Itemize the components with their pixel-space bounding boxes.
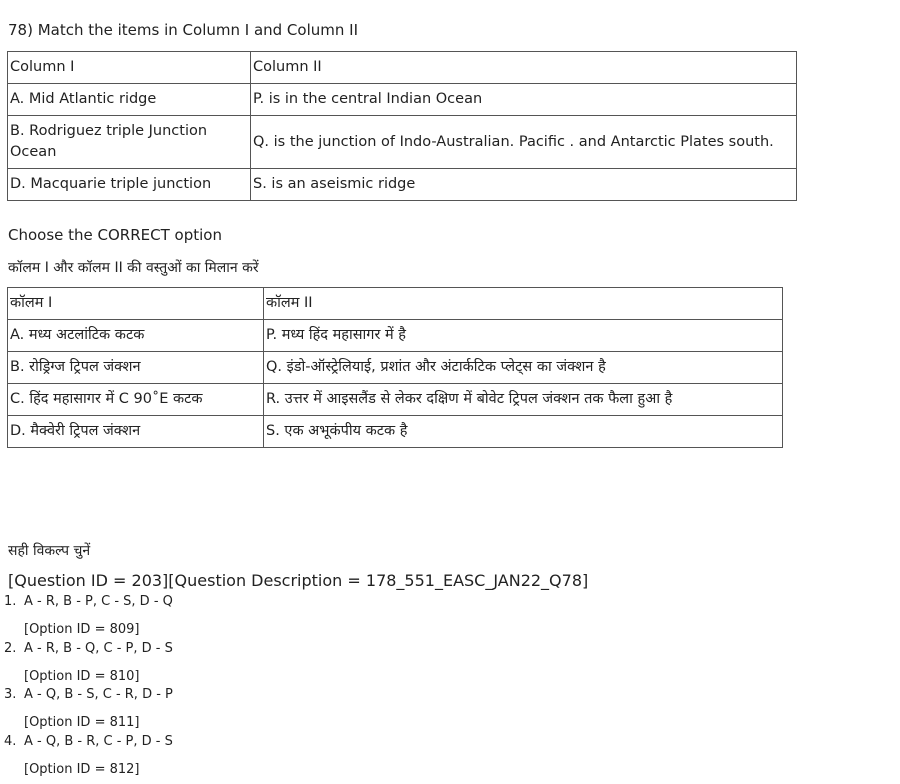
column-1-header: Column I — [8, 52, 251, 84]
option-id: [Option ID = 809] — [24, 622, 140, 637]
option-id: [Option ID = 811] — [24, 715, 140, 730]
table-cell: B. Rodriguez triple Junction Ocean — [8, 116, 251, 169]
table-row — [8, 384, 783, 416]
choose-option-prompt-hindi: सही विकल्प चुनें — [8, 543, 91, 559]
option-text: A - Q, B - S, C - R, D - P — [24, 687, 173, 702]
table-row — [8, 352, 783, 384]
match-table-hindi — [7, 287, 783, 448]
table-cell: A. मध्य अटलांटिक कटक — [8, 320, 264, 352]
table-header-row — [8, 52, 797, 84]
table-cell: S. एक अभूकंपीय कटक है — [264, 416, 783, 448]
column-2-header: Column II — [251, 52, 797, 84]
option-id: [Option ID = 810] — [24, 668, 140, 684]
column-1-header: कॉलम I — [8, 288, 264, 320]
table-row — [8, 84, 797, 116]
table-cell: P. मध्य हिंद महासागर में है — [264, 320, 783, 352]
table-cell: B. रोड्रिग्ज ट्रिपल जंक्शन — [8, 352, 264, 384]
option-text: A - Q, B - R, C - P, D - S — [24, 733, 173, 749]
match-table-english — [7, 51, 797, 201]
table-cell: D. Macquarie triple junction — [8, 169, 251, 201]
option-item[interactable] — [0, 734, 600, 781]
table-cell: Q. is the junction of Indo-Australian. Pacific . and Antarctic Plates south. — [251, 116, 797, 169]
table-cell: R. उत्तर में आइसलैंड से लेकर दक्षिण में बोवेट ट्रिपल जंक्शन तक फैला हुआ है — [264, 384, 783, 416]
table-cell: C. हिंद महासागर में C 90˚E कटक — [8, 384, 264, 416]
option-number: 3. — [4, 687, 17, 702]
table-row — [8, 320, 783, 352]
table-cell: A. Mid Atlantic ridge — [8, 84, 251, 116]
option-item[interactable] — [0, 687, 600, 734]
option-text: A - R, B - P, C - S, D - Q — [24, 594, 173, 609]
option-text: A - R, B - Q, C - P, D - S — [24, 640, 173, 656]
column-2-header: कॉलम II — [264, 288, 783, 320]
table-cell: P. is in the central Indian Ocean — [251, 84, 797, 116]
table-cell: D. मैक्वेरी ट्रिपल जंक्शन — [8, 416, 264, 448]
question-id-description: [Question ID = 203][Question Description = 178_551_EASC_JAN22_Q78] — [8, 571, 589, 590]
table-cell: S. is an aseismic ridge — [251, 169, 797, 201]
table-row — [8, 416, 783, 448]
table-row — [8, 116, 797, 169]
question-title: 78) Match the items in Column I and Column II — [8, 21, 358, 39]
option-number: 2. — [4, 640, 17, 656]
option-number: 1. — [4, 594, 17, 609]
match-prompt-hindi: कॉलम I और कॉलम II की वस्तुओं का मिलान करें — [8, 260, 259, 276]
table-header-row — [8, 288, 783, 320]
options-list — [0, 594, 600, 780]
table-row — [8, 169, 797, 201]
choose-option-prompt: Choose the CORRECT option — [8, 226, 222, 244]
option-id: [Option ID = 812] — [24, 761, 140, 777]
table-cell: Q. इंडो-ऑस्ट्रेलियाई, प्रशांत और अंटार्कटिक प्लेट्स का जंक्शन है — [264, 352, 783, 384]
option-item[interactable] — [0, 594, 600, 641]
option-item[interactable] — [0, 641, 600, 688]
option-number: 4. — [4, 733, 17, 749]
